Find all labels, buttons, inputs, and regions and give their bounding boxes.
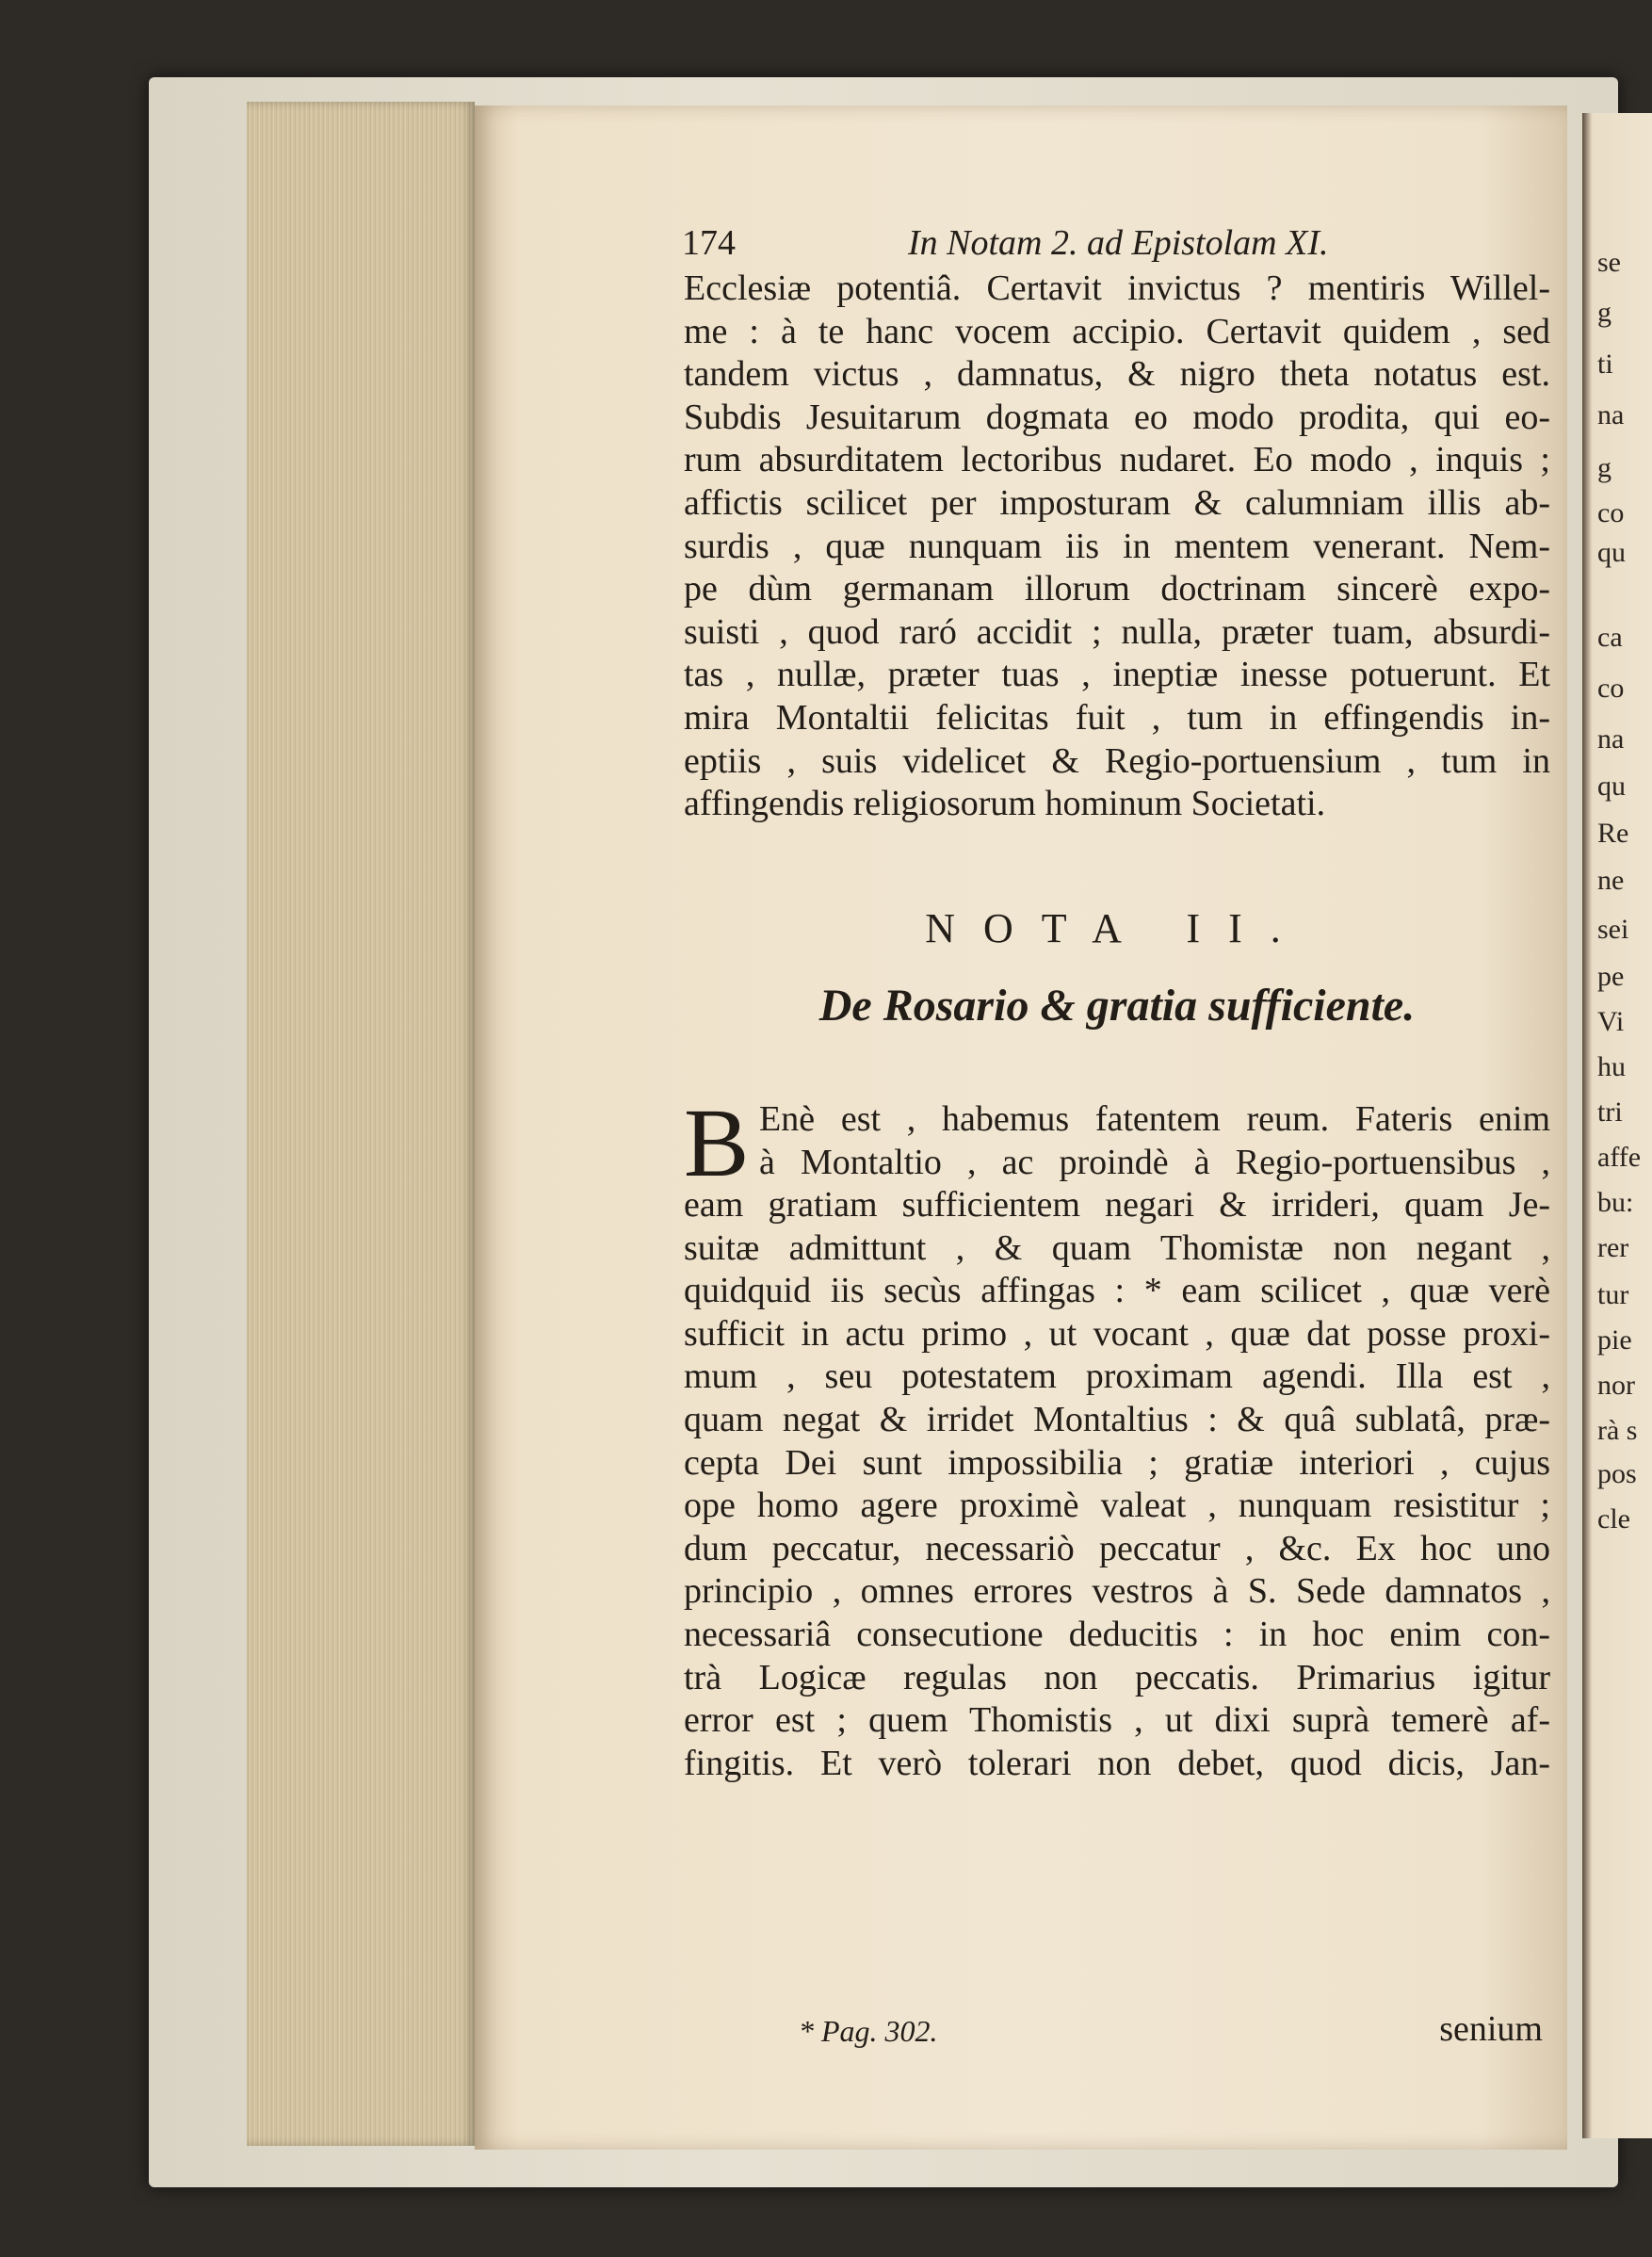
section-title: De Rosario & gratia sufficiente.: [818, 981, 1416, 1031]
paragraph-body: [684, 1184, 1550, 1785]
facing-page-fragment: se: [1597, 247, 1621, 278]
text-line: fingitis. Et verò tolerari non debet, quod dicis, Jan-: [684, 1743, 1550, 1783]
text-line: Enè est , habemus fatentem reum. Fateris enim: [759, 1099, 1550, 1139]
text-line: eptiis , suis videlicet & Regio-portuensium , tum in: [684, 740, 1550, 781]
text-line: ope homo agere proximè valeat , nunquam resistitur ;: [684, 1486, 1550, 1526]
text-line: cepta Dei sunt impossibilia ; gratiæ interiori , cujus: [684, 1442, 1550, 1483]
section-number: NOTA II.: [925, 905, 1309, 951]
facing-page-fragment: g: [1597, 452, 1612, 483]
text-line: trà Logicæ regulas non peccatis. Primarius igitur: [684, 1657, 1550, 1697]
text-line: Subdis Jesuitarum dogmata eo modo prodita, qui eo-: [684, 397, 1550, 437]
page-header: [682, 222, 1548, 266]
facing-page-fragment: nor: [1597, 1370, 1635, 1401]
page-edges: [247, 102, 475, 2146]
drop-capital: B: [684, 1089, 750, 1197]
text-line: principio , omnes errores vestros à S. Sede damnatos ,: [684, 1571, 1550, 1612]
text-line: dum peccatur, necessariò peccatur , &c. Ex hoc uno: [684, 1528, 1550, 1568]
text-line: affictis scilicet per imposturam & calumniam illis ab-: [684, 482, 1550, 523]
facing-page-fragment: bu:: [1597, 1187, 1634, 1218]
text-line: me : à te hanc vocem accipio. Certavit quidem , sed: [684, 311, 1550, 351]
facing-page-fragment: hu: [1597, 1051, 1626, 1082]
facing-page-fragment: Re: [1597, 818, 1629, 849]
text-line: sufficit in actu primo , ut vocant , quæ dat posse proxi-: [684, 1313, 1550, 1354]
facing-page-fragment: co: [1597, 497, 1625, 528]
text-line: necessariâ consecutione deducitis : in hoc enim con-: [684, 1614, 1550, 1654]
text-line: surdis , quæ nunquam iis in mentem venerant. Nem-: [684, 526, 1550, 566]
folio-number: 174: [682, 223, 736, 263]
catchword: senium: [1439, 2009, 1543, 2049]
facing-page-edge: [1582, 113, 1652, 2138]
facing-page-fragment: qu: [1597, 537, 1626, 568]
text-line: mira Montaltii felicitas fuit , tum in effingendis in-: [684, 697, 1550, 738]
text-line: pe dùm germanam illorum doctrinam sincerè expo-: [684, 569, 1550, 609]
text-line: error est ; quem Thomistis , ut dixi suprà temerè af-: [684, 1700, 1550, 1741]
text-line: quam negat & irridet Montaltius : & quâ sublatâ, præ-: [684, 1399, 1550, 1439]
facing-page-fragment: na: [1597, 723, 1625, 755]
facing-page-fragment: cle: [1597, 1503, 1630, 1534]
facing-page-fragment: pie: [1597, 1324, 1632, 1356]
text-line: à Montaltio , ac proindè à Regio-portuensibus ,: [759, 1142, 1550, 1182]
facing-page-fragment: Vi: [1597, 1006, 1625, 1037]
paragraph-top: [684, 268, 1550, 826]
facing-page-fragment: co: [1597, 673, 1625, 704]
footnote-reference: * Pag. 302.: [799, 2014, 938, 2048]
facing-page-fragment: tri: [1597, 1096, 1623, 1128]
facing-page-fragment: affe: [1597, 1142, 1642, 1173]
text-line: Ecclesiæ potentiâ. Certavit invictus ? mentiris Willel-: [684, 268, 1550, 308]
facing-page-fragment: ti: [1597, 349, 1613, 380]
text-line: suitæ admittunt , & quam Thomistæ non negant ,: [684, 1227, 1550, 1268]
text-line: tandem victus , damnatus, & nigro theta notatus est.: [684, 354, 1550, 395]
running-title: In Notam 2. ad Epistolam XI.: [908, 223, 1329, 263]
text-line: mum , seu potestatem proximam agendi. Illa est ,: [684, 1356, 1550, 1397]
facing-page-fragment: qu: [1597, 771, 1626, 802]
facing-page-fragment: g: [1597, 297, 1612, 328]
facing-page-fragment: ca: [1597, 622, 1623, 653]
text-line: suisti , quod raró accidit ; nulla, præter tuam, absurdi-: [684, 611, 1550, 652]
facing-page-fragment: ne: [1597, 865, 1625, 896]
paragraph-indented: [759, 1098, 1550, 1184]
facing-page-fragment: pos: [1597, 1458, 1637, 1489]
text-line: rum absurditatem lectoribus nudaret. Eo modo , inquis ;: [684, 440, 1550, 480]
facing-page-fragment: rà s: [1597, 1415, 1638, 1446]
text-line: eam gratiam sufficientem negari & irrideri, quam Je-: [684, 1185, 1550, 1225]
facing-page-fragment: na: [1597, 399, 1625, 430]
text-line: quidquid iis secùs affingas : * eam scilicet , quæ verè: [684, 1271, 1550, 1311]
footnote: [684, 2008, 1550, 2052]
facing-page-fragment: rer: [1597, 1232, 1629, 1263]
text-line: affingendis religiosorum hominum Societati.: [684, 784, 1326, 824]
facing-page-fragment: pe: [1597, 961, 1625, 992]
text-line: tas , nullæ, præter tuas , ineptiæ inesse potuerunt. Et: [684, 655, 1550, 695]
facing-page-fragment: sei: [1597, 914, 1629, 945]
facing-page-fragment: tur: [1597, 1279, 1629, 1310]
